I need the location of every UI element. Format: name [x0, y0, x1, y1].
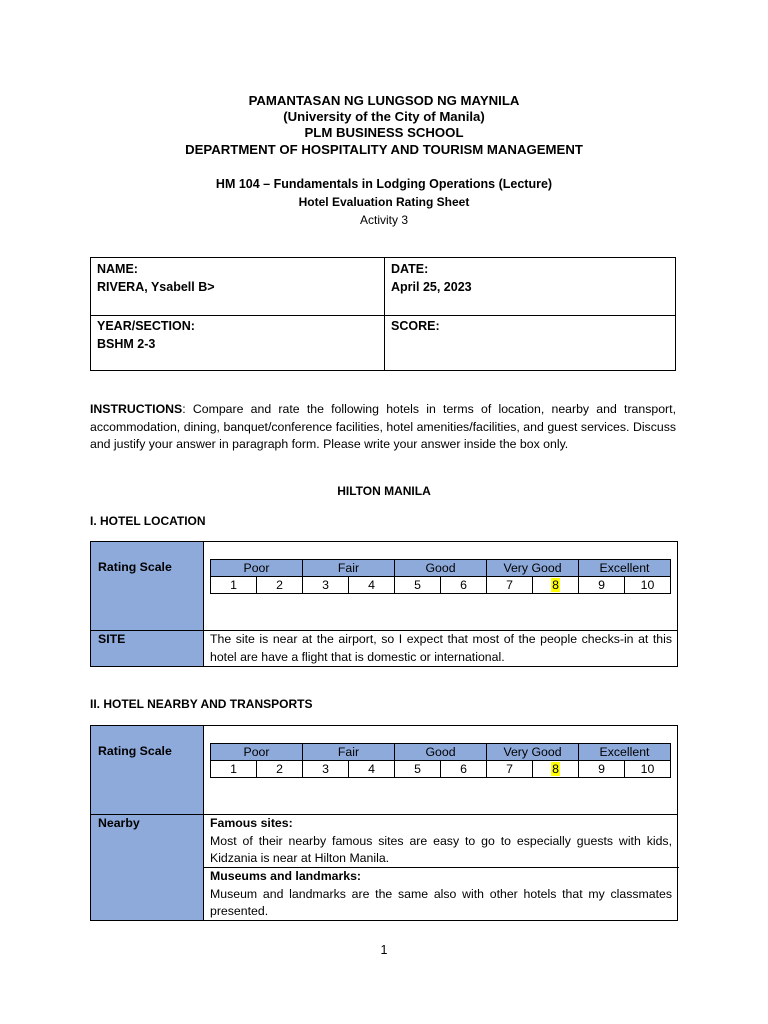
scale-number: 5 — [395, 577, 441, 594]
section-title-nearby: II. HOTEL NEARBY AND TRANSPORTS — [90, 697, 313, 711]
scale-number: 7 — [487, 577, 533, 594]
scale-category: Fair — [303, 744, 395, 761]
scale-category: Poor — [211, 744, 303, 761]
rating-scale-label: Rating Scale — [98, 560, 172, 574]
rating-scale — [210, 559, 671, 594]
selected-rating — [533, 761, 579, 778]
scale-category: Good — [395, 560, 487, 577]
scale-number: 4 — [349, 761, 395, 778]
famous-sites-heading: Famous sites: — [210, 816, 293, 830]
name-value: RIVERA, Ysabell B> — [97, 280, 215, 294]
scale-category: Excellent — [579, 560, 671, 577]
instructions-text: : Compare and rate the following hotels in terms of location, nearby and transport, accommodation, dining, banquet/conference facilities, hotel amenities/facilities, and guest services. Discuss and justify your answer in paragraph form. Please write your answer inside the box only. — [90, 402, 676, 451]
department-name: DEPARTMENT OF HOSPITALITY AND TOURISM MANAGEMENT — [185, 142, 583, 157]
scale-category: Fair — [303, 560, 395, 577]
date-label: DATE: — [391, 262, 429, 276]
scale-category: Poor — [211, 560, 303, 577]
student-info-table — [90, 257, 676, 371]
site-text: The site is near at the airport, so I expect that most of the people checks-in at this hotel are have a flight that is domestic or international. — [210, 632, 672, 664]
famous-sites-text: Most of their nearby famous sites are easy to go to especially guests with kids, Kidzania is near at Hilton Manila. — [210, 833, 672, 865]
scale-number: 7 — [487, 761, 533, 778]
scale-number: 1 — [211, 577, 257, 594]
scale-number: 9 — [579, 577, 625, 594]
site-label: SITE — [98, 632, 126, 646]
museums-heading: Museums and landmarks: — [210, 869, 362, 883]
hotel-name: HILTON MANILA — [337, 484, 431, 498]
scale-number: 9 — [579, 761, 625, 778]
scale-category: Very Good — [487, 744, 579, 761]
scale-number: 6 — [441, 761, 487, 778]
university-name: PAMANTASAN NG LUNGSOD NG MAYNILA — [248, 93, 520, 108]
sheet-title: Hotel Evaluation Rating Sheet — [298, 195, 470, 209]
selected-rating — [533, 577, 579, 594]
scale-number: 4 — [349, 577, 395, 594]
section-label: YEAR/SECTION: — [97, 319, 195, 333]
museums-block — [210, 868, 672, 921]
scale-number: 3 — [303, 577, 349, 594]
name-label: NAME: — [97, 262, 138, 276]
famous-sites-block — [210, 815, 672, 868]
score-label: SCORE: — [391, 319, 440, 333]
scale-category: Good — [395, 744, 487, 761]
rating-scale-label: Rating Scale — [98, 744, 172, 758]
activity-label: Activity 3 — [359, 213, 408, 227]
scale-number: 10 — [625, 577, 671, 594]
selected-rating-highlight: 8 — [552, 761, 559, 776]
section-title-location: I. HOTEL LOCATION — [90, 514, 206, 528]
location-rating-table — [90, 541, 678, 667]
scale-number: 3 — [303, 761, 349, 778]
page-number: 1 — [380, 943, 388, 957]
section-value: BSHM 2-3 — [97, 337, 156, 351]
scale-number: 1 — [211, 761, 257, 778]
scale-number: 10 — [625, 761, 671, 778]
nearby-label: Nearby — [98, 816, 140, 830]
instructions-lead: INSTRUCTIONS — [90, 402, 183, 416]
scale-category: Very Good — [487, 560, 579, 577]
nearby-rating-table — [90, 725, 678, 921]
date-value: April 25, 2023 — [391, 280, 472, 294]
scale-number: 5 — [395, 761, 441, 778]
course-title: HM 104 – Fundamentals in Lodging Operations (Lecture) — [215, 177, 553, 191]
selected-rating-highlight: 8 — [552, 577, 559, 592]
scale-category: Excellent — [579, 744, 671, 761]
school-name: PLM BUSINESS SCHOOL — [304, 125, 464, 140]
university-english-name: (University of the City of Manila) — [283, 109, 485, 124]
instructions-paragraph — [90, 401, 676, 454]
scale-number: 6 — [441, 577, 487, 594]
scale-number: 2 — [257, 761, 303, 778]
museums-text: Museum and landmarks are the same also with other hotels that my classmates presented. — [210, 886, 672, 918]
rating-scale — [210, 743, 671, 778]
scale-number: 2 — [257, 577, 303, 594]
